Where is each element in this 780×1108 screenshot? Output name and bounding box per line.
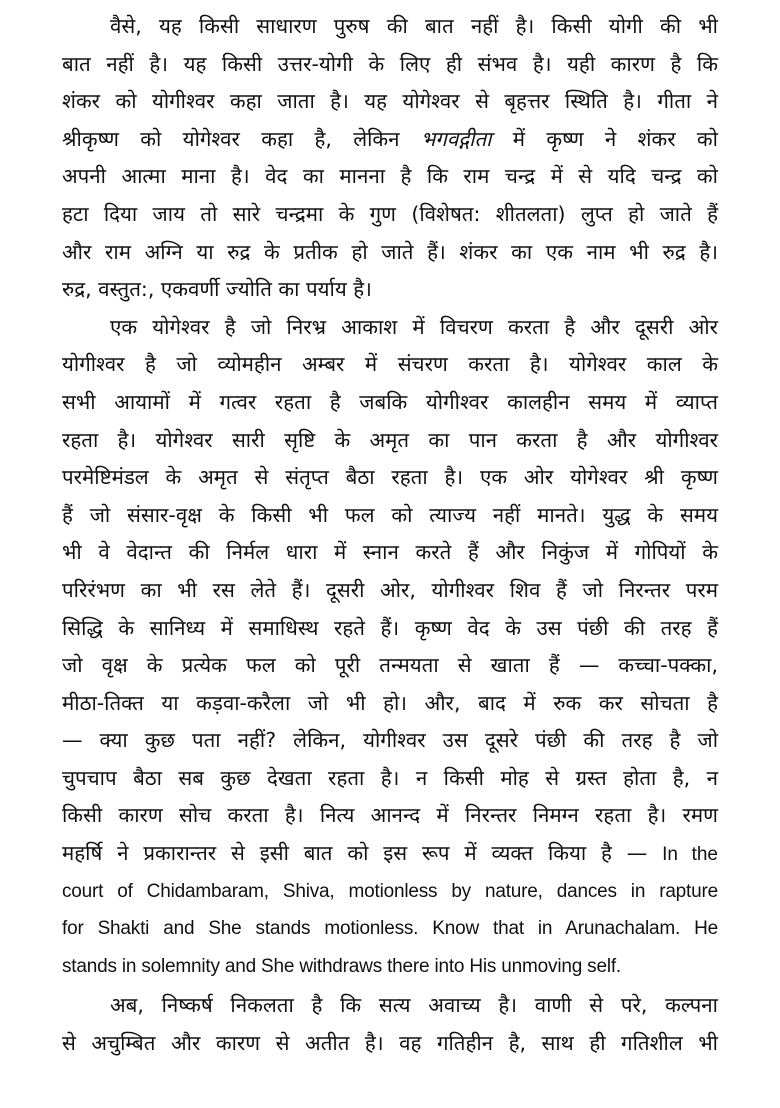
english-quote-line: court of Chidambaram, Shiva, motionless by nature, dances in rapture xyxy=(62,880,718,902)
text-line: सिद्धि के सानिध्य में समाधिस्थ रहते हैं। कृष्ण वेद के उस पंछी की तरह हैं xyxy=(62,615,718,640)
text-line: से अचुम्बित और कारण से अतीत है। वह गतिहीन है, साथ ही गतिशील भी xyxy=(62,1031,718,1056)
text-line: मीठा-तिक्त या कड़वा-करैला जो भी हो। और, बाद में रुक कर सोचता है xyxy=(62,690,718,715)
text-fragment: महर्षि ने प्रकारान्तर से इसी बात को इस रूप में व्यक्त किया है — xyxy=(62,841,663,866)
paragraph-3 xyxy=(62,987,718,1062)
text-line: बात नहीं है। यह किसी उत्तर-योगी के लिए ही संभव है। यही कारण है कि xyxy=(62,51,718,76)
text-line: रहता है। योगेश्वर सारी सृष्टि के अमृत का पान करता है और योगीश्वर xyxy=(62,427,718,452)
text-line: एक योगेश्वर है जो निरभ्र आकाश में विचरण करता है और दूसरी ओर xyxy=(110,314,718,339)
text-line xyxy=(62,835,718,873)
english-quote-line: stands in solemnity and She withdraws there into His unmoving self. xyxy=(62,955,621,977)
text-line: हैं जो संसार-वृक्ष के किसी भी फल को त्याज्य नहीं मानते। युद्ध के समय xyxy=(62,502,718,527)
text-line: अपनी आत्मा माना है। वेद का मानना है कि राम चन्द्र में से यदि चन्द्र को xyxy=(62,164,718,189)
text-line: सभी आयामों में गत्वर रहता है जबकि योगीश्वर कालहीन समय में व्याप्त xyxy=(62,389,718,414)
text-line: परिरंभण का भी रस लेते हैं। दूसरी ओर, योगीश्वर शिव हैं जो निरन्तर परम xyxy=(62,577,718,602)
text-line: किसी कारण सोच करता है। नित्य आनन्द में निरन्तर निमग्न रहता है। रमण xyxy=(62,803,718,828)
text-line: रुद्र, वस्तुत:, एकवर्णी ज्योति का पर्याय है। xyxy=(62,277,372,302)
paragraph-1 xyxy=(62,8,718,309)
italic-title-bhagavadgita: भगवद्गीता xyxy=(420,126,492,151)
text-line: और राम अग्नि या रुद्र के प्रतीक हो जाते हैं। शंकर का एक नाम भी रुद्र है। xyxy=(62,239,718,264)
text-line: शंकर को योगीश्वर कहा जाता है। यह योगेश्वर से बृहत्तर स्थिति है। गीता ने xyxy=(62,89,718,114)
english-quote-start: In the xyxy=(662,844,718,866)
text-fragment: श्रीकृष्ण को योगेश्वर कहा है, लेकिन xyxy=(62,126,421,151)
english-quote-line: for Shakti and She stands motionless. Know that in Arunachalam. He xyxy=(62,918,718,940)
text-line: चुपचाप बैठा सब कुछ देखता रहता है। न किसी मोह से ग्रस्त होता है, न xyxy=(62,765,718,790)
text-line: — क्या कुछ पता नहीं? लेकिन, योगीश्वर उस दूसरे पंछी की तरह है जो xyxy=(62,728,718,753)
text-line: भी वे वेदान्त की निर्मल धारा में स्नान करते हैं और निकुंज में गोपियों के xyxy=(62,540,718,565)
text-line: जो वृक्ष के प्रत्येक फल को पूरी तन्मयता से खाता हैं — कच्चा-पक्का, xyxy=(62,653,718,678)
text-line: हटा दिया जाय तो सारे चन्द्रमा के गुण (विशेषत: शीतलता) लुप्त हो जाते हैं xyxy=(62,201,718,226)
text-line: योगीश्वर है जो व्योमहीन अम्बर में संचरण करता है। योगेश्वर काल के xyxy=(62,352,718,377)
paragraph-2 xyxy=(62,309,718,986)
text-line: वैसे, यह किसी साधारण पुरुष की बात नहीं है। किसी योगी की भी xyxy=(110,14,718,38)
text-line xyxy=(62,121,718,159)
text-line: अब, निष्कर्ष निकलता है कि सत्य अवाच्य है। वाणी से परे, कल्पना xyxy=(110,993,718,1018)
text-fragment: में कृष्ण ने शंकर को xyxy=(491,126,718,151)
text-line: परमेष्टिमंडल के अमृत से संतृप्त बैठा रहता है। एक ओर योगेश्वर श्री कृष्ण xyxy=(62,465,718,490)
book-page xyxy=(62,8,718,1063)
